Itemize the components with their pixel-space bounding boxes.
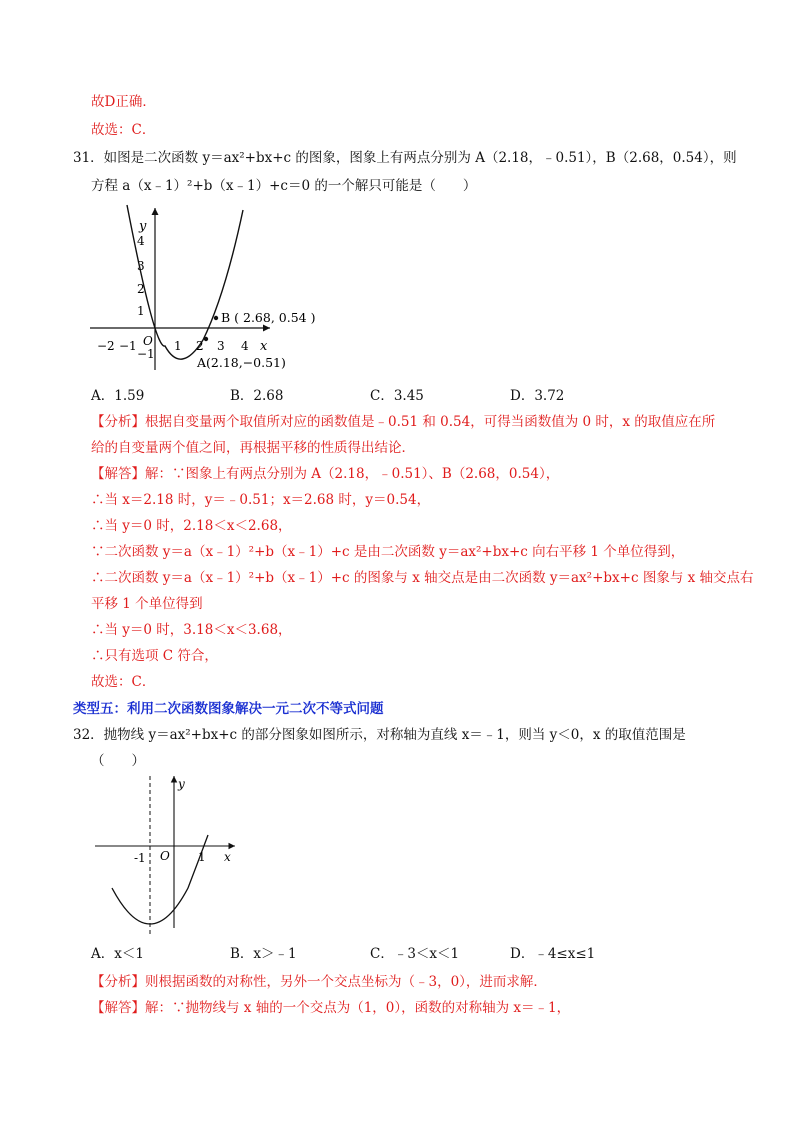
question-32-stem: 32．抛物线 y＝ax²+bx+c 的部分图象如图所示，对称轴为直线 x＝﹣1，则当 y＜0，x 的取值范围是 bbox=[73, 727, 686, 743]
solution-line: 【解答】解：∵图象上有两点分别为 A（2.18，﹣0.51）、B（2.68，0.54）， bbox=[91, 466, 560, 482]
analysis-line: 【分析】根据自变量两个取值所对应的函数值是﹣0.51 和 0.54，可得当函数值为 0 时，x 的取值应在所 bbox=[91, 414, 716, 430]
x-tick: 2 bbox=[196, 339, 204, 353]
point-b-label: B ( 2.68, 0.54 ) bbox=[221, 310, 316, 325]
x-tick: −2 bbox=[97, 339, 115, 353]
solution-line: ∴只有选项 C 符合， bbox=[91, 648, 218, 664]
point-a bbox=[204, 337, 208, 341]
solution-line: ∵二次函数 y＝a（x﹣1）²+b（x﹣1）+c 是由二次函数 y＝ax²+bx+c 向右平移 1 个单位得到， bbox=[91, 544, 685, 560]
q31-option-b: B．2.68 bbox=[230, 388, 284, 404]
tick-neg1: -1 bbox=[134, 851, 146, 865]
section-heading: 类型五：利用二次函数图象解决一元二次不等式问题 bbox=[73, 701, 384, 717]
q32-option-c: C．﹣3＜x＜1 bbox=[370, 946, 460, 962]
question-31-stem: 31．如图是二次函数 y＝ax²+bx+c 的图象，图象上有两点分别为 A（2.18，﹣0.51），B（2.68，0.54），则 bbox=[73, 150, 737, 166]
x-tick: −1 bbox=[119, 339, 137, 353]
solution-line: 【解答】解：∵抛物线与 x 轴的一个交点为（1，0），函数的对称轴为 x＝﹣1， bbox=[91, 1000, 571, 1016]
solution-line: 平移 1 个单位得到 bbox=[91, 596, 203, 612]
x-axis-label: x bbox=[224, 850, 231, 864]
y-tick: 3 bbox=[137, 259, 145, 273]
q31-option-c: C．3.45 bbox=[370, 388, 424, 404]
q32-option-d: D．﹣4≤x≤1 bbox=[510, 946, 596, 962]
solution-line: ∴二次函数 y＝a（x﹣1）²+b（x﹣1）+c 的图象与 x 轴交点是由二次函数 y＝ax²+bx+c 图象与 x 轴交点右 bbox=[91, 570, 754, 586]
y-axis-label: y bbox=[139, 219, 147, 234]
y-neg-tick: −1 bbox=[137, 347, 155, 361]
q32-parabola-graph bbox=[90, 770, 250, 940]
q31-option-a: A．1.59 bbox=[91, 388, 145, 404]
x-axis-label: x bbox=[260, 339, 268, 354]
x-tick: 1 bbox=[174, 339, 182, 353]
point-b bbox=[214, 316, 218, 320]
x-tick: 3 bbox=[217, 339, 225, 353]
q32-option-a: A．x＜1 bbox=[91, 946, 144, 962]
q32-option-b: B．x＞﹣1 bbox=[230, 946, 297, 962]
y-tick: 2 bbox=[137, 282, 145, 296]
point-a-label: A(2.18,−0.51) bbox=[197, 355, 286, 370]
y-tick: 1 bbox=[137, 304, 145, 318]
solution-line: ∴当 y＝0 时，2.18＜x＜2.68， bbox=[91, 518, 292, 534]
x-tick: 4 bbox=[241, 339, 249, 353]
text-line: 故选：C． bbox=[91, 122, 156, 138]
text-line: 故D正确． bbox=[91, 94, 156, 110]
solution-line: ∴当 y＝0 时，3.18＜x＜3.68， bbox=[91, 622, 292, 638]
q31-option-d: D．3.72 bbox=[510, 388, 565, 404]
solution-line: ∴当 x＝2.18 时，y＝﹣0.51；x＝2.68 时，y＝0.54， bbox=[91, 492, 431, 508]
q31-parabola-graph bbox=[85, 200, 325, 380]
origin-label: O bbox=[143, 334, 153, 348]
analysis-line: 给的自变量两个值之间，再根据平移的性质得出结论． bbox=[91, 440, 415, 456]
question-32-stem-cont: （ ） bbox=[91, 753, 145, 769]
y-tick: 4 bbox=[137, 234, 145, 248]
tick-1: 1 bbox=[198, 850, 206, 864]
question-31-stem-cont: 方程 a（x﹣1）²+b（x﹣1）+c＝0 的一个解只可能是（ ） bbox=[91, 178, 477, 194]
analysis-line: 【分析】则根据函数的对称性，另外一个交点坐标为（﹣3，0），进而求解． bbox=[91, 974, 547, 990]
origin-label: O bbox=[160, 849, 170, 863]
solution-line: 故选：C． bbox=[91, 674, 156, 690]
y-axis-label: y bbox=[178, 777, 185, 791]
